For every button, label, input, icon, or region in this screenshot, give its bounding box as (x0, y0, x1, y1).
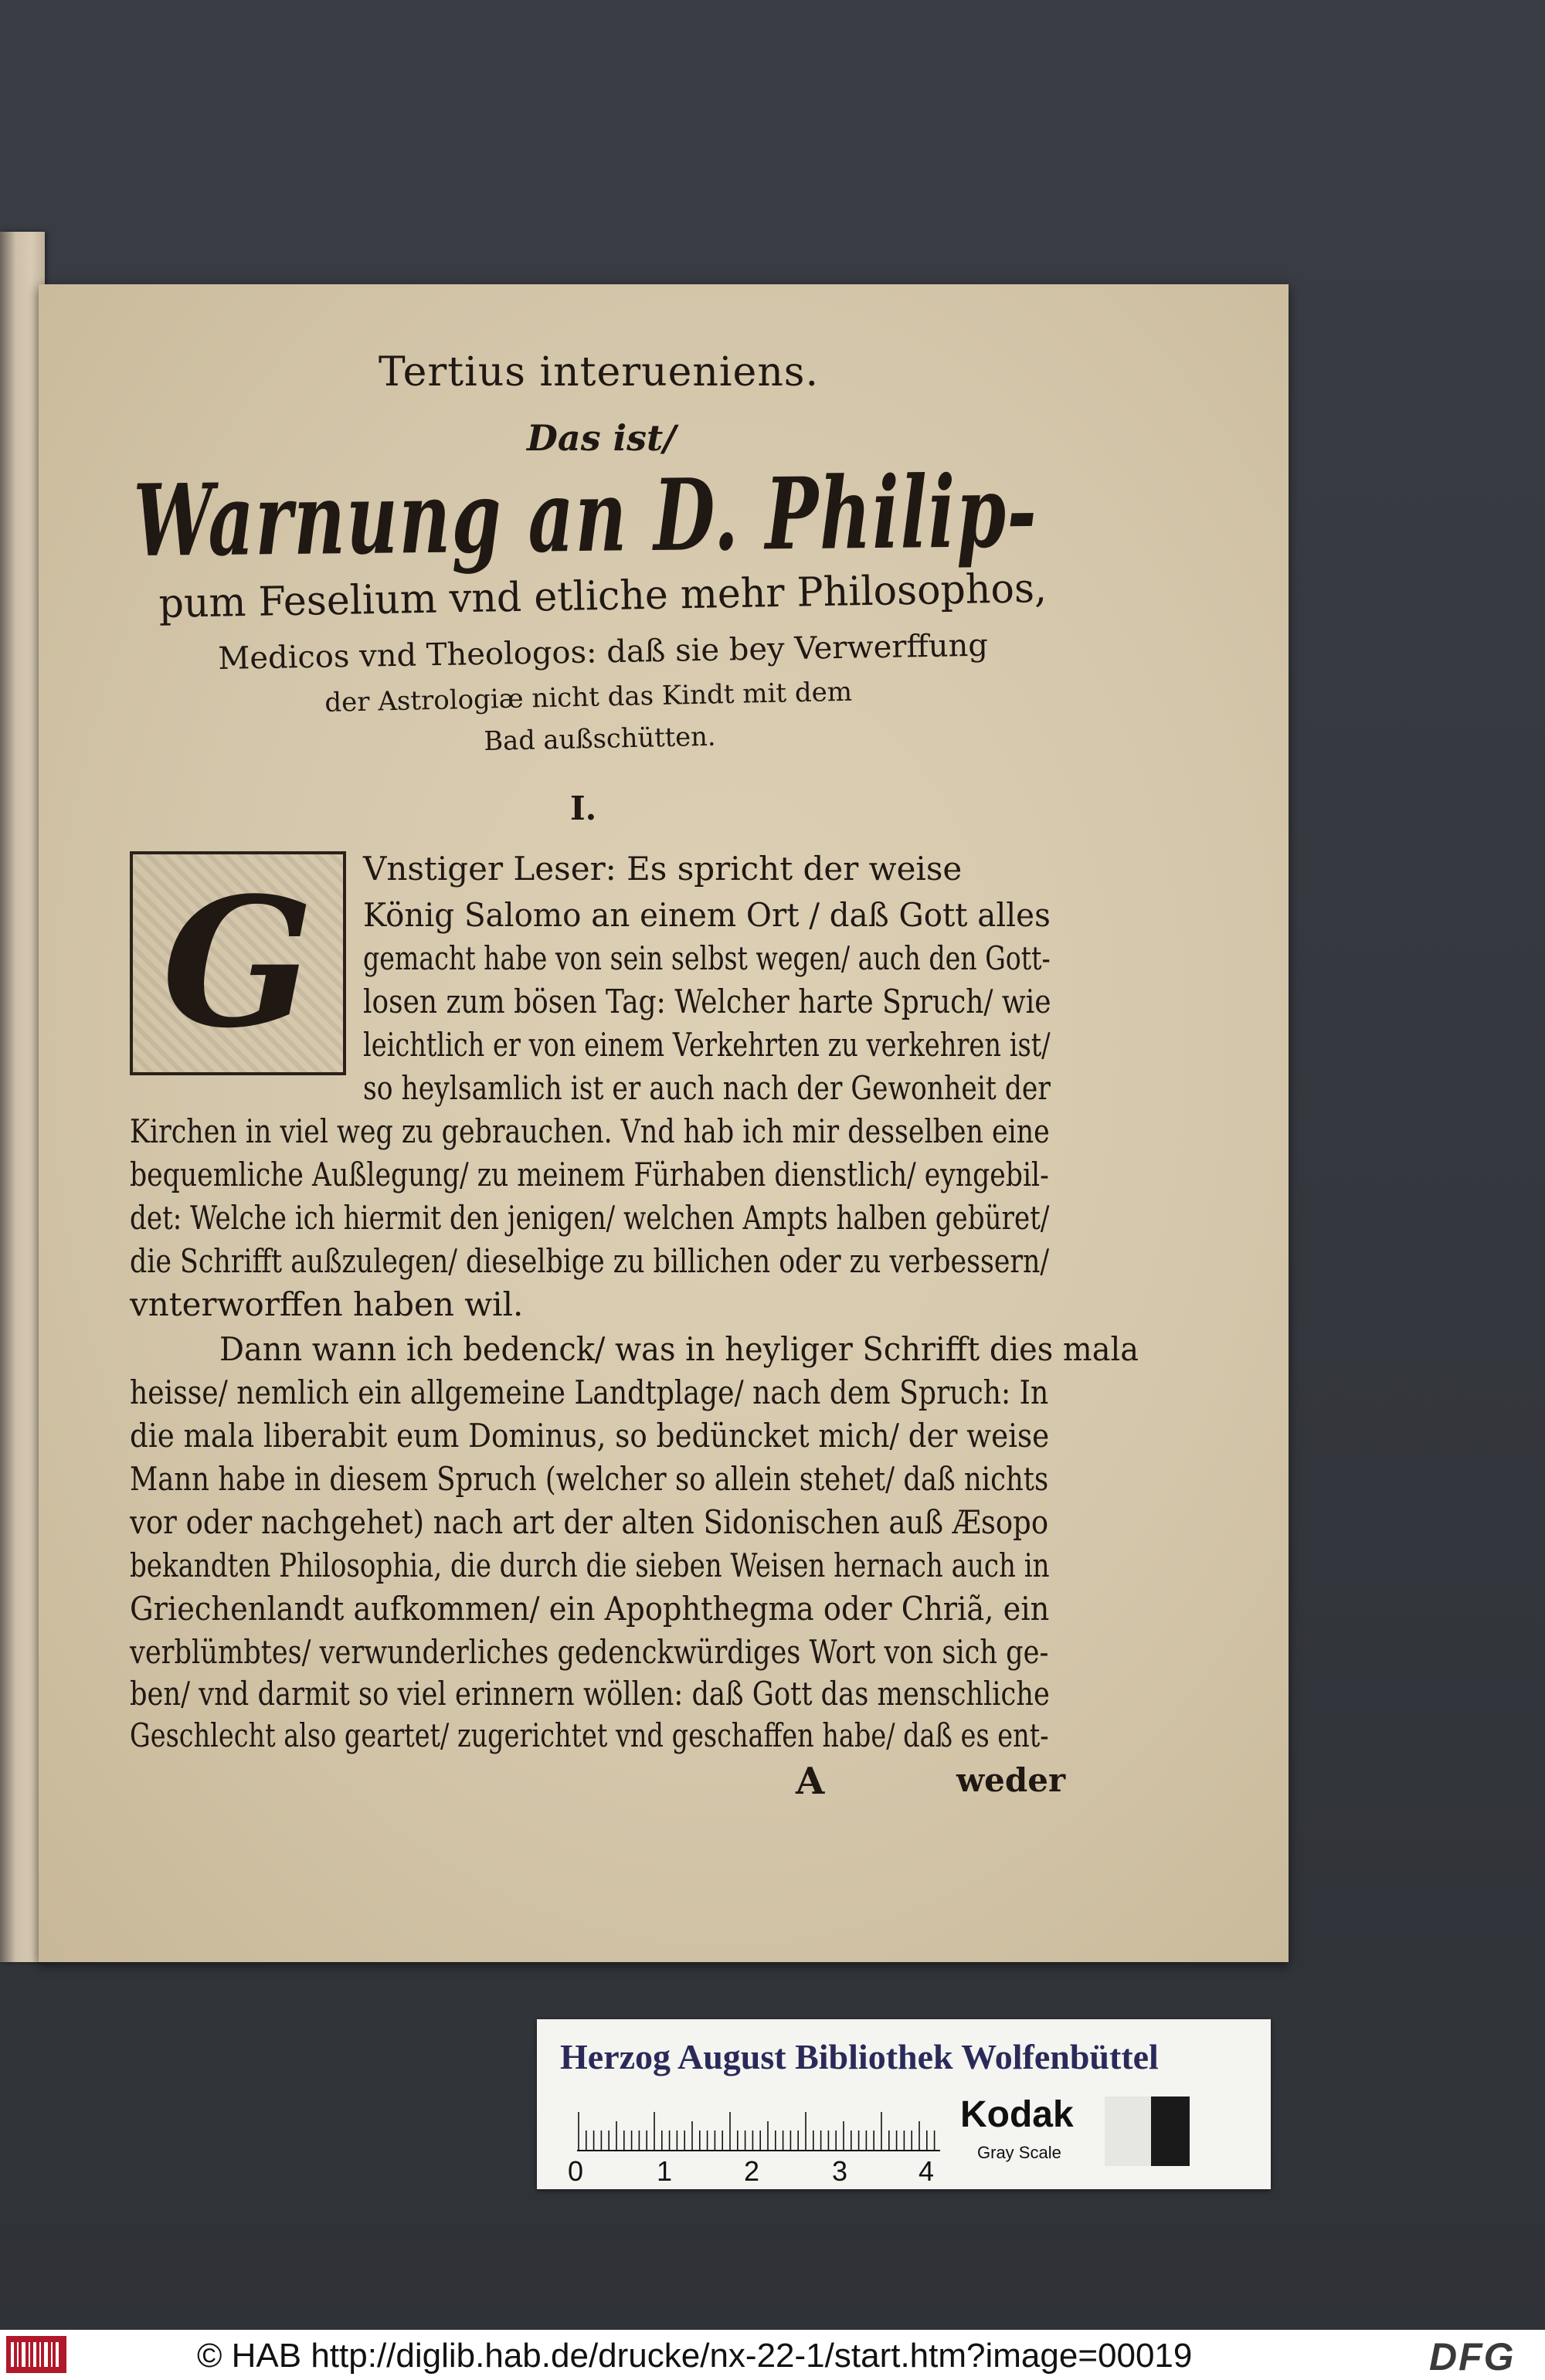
gray-swatch-dark (1151, 2097, 1190, 2166)
body-line: Griechenlandt aufkommen/ ein Apophthegma oder Chriã, ein (130, 1590, 1050, 1628)
ruler-number: 3 (832, 2155, 848, 2187)
body-line: verblümbtes/ verwunderliches gedenckwürdiges Wort von sich ge- (130, 1633, 1049, 1671)
body-line: det: Welche ich hiermit den jenigen/ welchen Ampts halben gebüret/ (130, 1199, 1050, 1237)
body-line: vor oder nachgehet) nach art der alten Sidonischen auß Æsopo (130, 1503, 1049, 1541)
ruler-number: 1 (657, 2155, 673, 2187)
dfg-logo: DFG (1429, 2335, 1516, 2378)
kodak-logo: Kodak (960, 2094, 1074, 2135)
body-line: Kirchen in viel weg zu gebrauchen. Vnd hab ich mir desselben eine (130, 1112, 1050, 1150)
body-line: ben/ vnd darmit so viel erinnern wöllen: daß Gott das menschliche (130, 1675, 1050, 1713)
title-line-4: der Astrologiæ nicht das Kindt mit dem (324, 676, 853, 718)
body-line: König Salomo an einem Ort / daß Gott alles (363, 896, 1051, 934)
body-line: gemacht habe von sein selbst wegen/ auch den Gott- (363, 939, 1051, 977)
ruler-number: 4 (919, 2155, 935, 2187)
body-line: leichtlich er von einem Verkehrten zu verkehren ist/ (363, 1026, 1051, 1064)
das-ist-line: Das ist/ (527, 417, 677, 459)
body-line: bekandten Philosophia, die durch die sieben Weisen hernach auch in (130, 1546, 1050, 1584)
title-line-2: pum Feselium vnd etliche mehr Philosophos, (158, 565, 1048, 627)
title-line-3: Medicos vnd Theologos: daß sie bey Verwerffung (218, 627, 989, 677)
label-title: Herzog August Bibliothek Wolfenbüttel (560, 2037, 1159, 2076)
gray-scale-caption: Gray Scale (977, 2143, 1061, 2162)
library-label (537, 2019, 1271, 2189)
body-line: losen zum bösen Tag: Welcher harte Spruch/ wie (363, 983, 1051, 1020)
barcode-icon (6, 2336, 66, 2373)
title-line-5: Bad außschütten. (484, 721, 716, 757)
ruler-scale (577, 2106, 940, 2152)
body-line: Mann habe in diesem Spruch (welcher so allein stehet/ daß nichts (130, 1460, 1049, 1498)
body-line: bequemliche Außlegung/ zu meinem Fürhaben dienstlich/ eyngebil- (130, 1156, 1049, 1193)
footer-bar (0, 2330, 1545, 2380)
body-line: heisse/ nemlich ein allgemeine Landtplage/ nach dem Spruch: In (130, 1373, 1049, 1411)
body-line: so heylsamlich ist er auch nach der Gewonheit der (363, 1069, 1051, 1107)
signature-mark: A (796, 1760, 825, 1803)
running-head: Tertius interueniens. (379, 349, 820, 396)
footer-credit: © HAB http://diglib.hab.de/drucke/nx-22-1/start.htm?image=00019 (197, 2337, 1193, 2375)
catchword: weder (956, 1761, 1066, 1799)
body-line: die Schrifft außzulegen/ dieselbige zu billichen oder zu verbessern/ (130, 1242, 1050, 1280)
body-line: die mala liberabit eum Dominus, so bedüncket mich/ der weise (130, 1417, 1050, 1455)
body-line: Vnstiger Leser: Es spricht der weise (363, 850, 963, 888)
ruler-number: 0 (568, 2155, 584, 2187)
section-number: I. (570, 789, 597, 827)
title-line-1: Warnung an D. Philip- (133, 453, 1038, 579)
body-line: vnterworffen haben wil. (130, 1285, 524, 1323)
decorated-initial: G (130, 851, 346, 1075)
ruler-number: 2 (744, 2155, 760, 2187)
body-line: Dann wann ich bedenck/ was in heyliger Schrifft dies mala (219, 1330, 1139, 1368)
gray-swatch-light (1105, 2097, 1151, 2166)
body-line: Geschlecht also geartet/ zugerichtet vnd geschaffen habe/ daß es ent- (130, 1716, 1049, 1754)
